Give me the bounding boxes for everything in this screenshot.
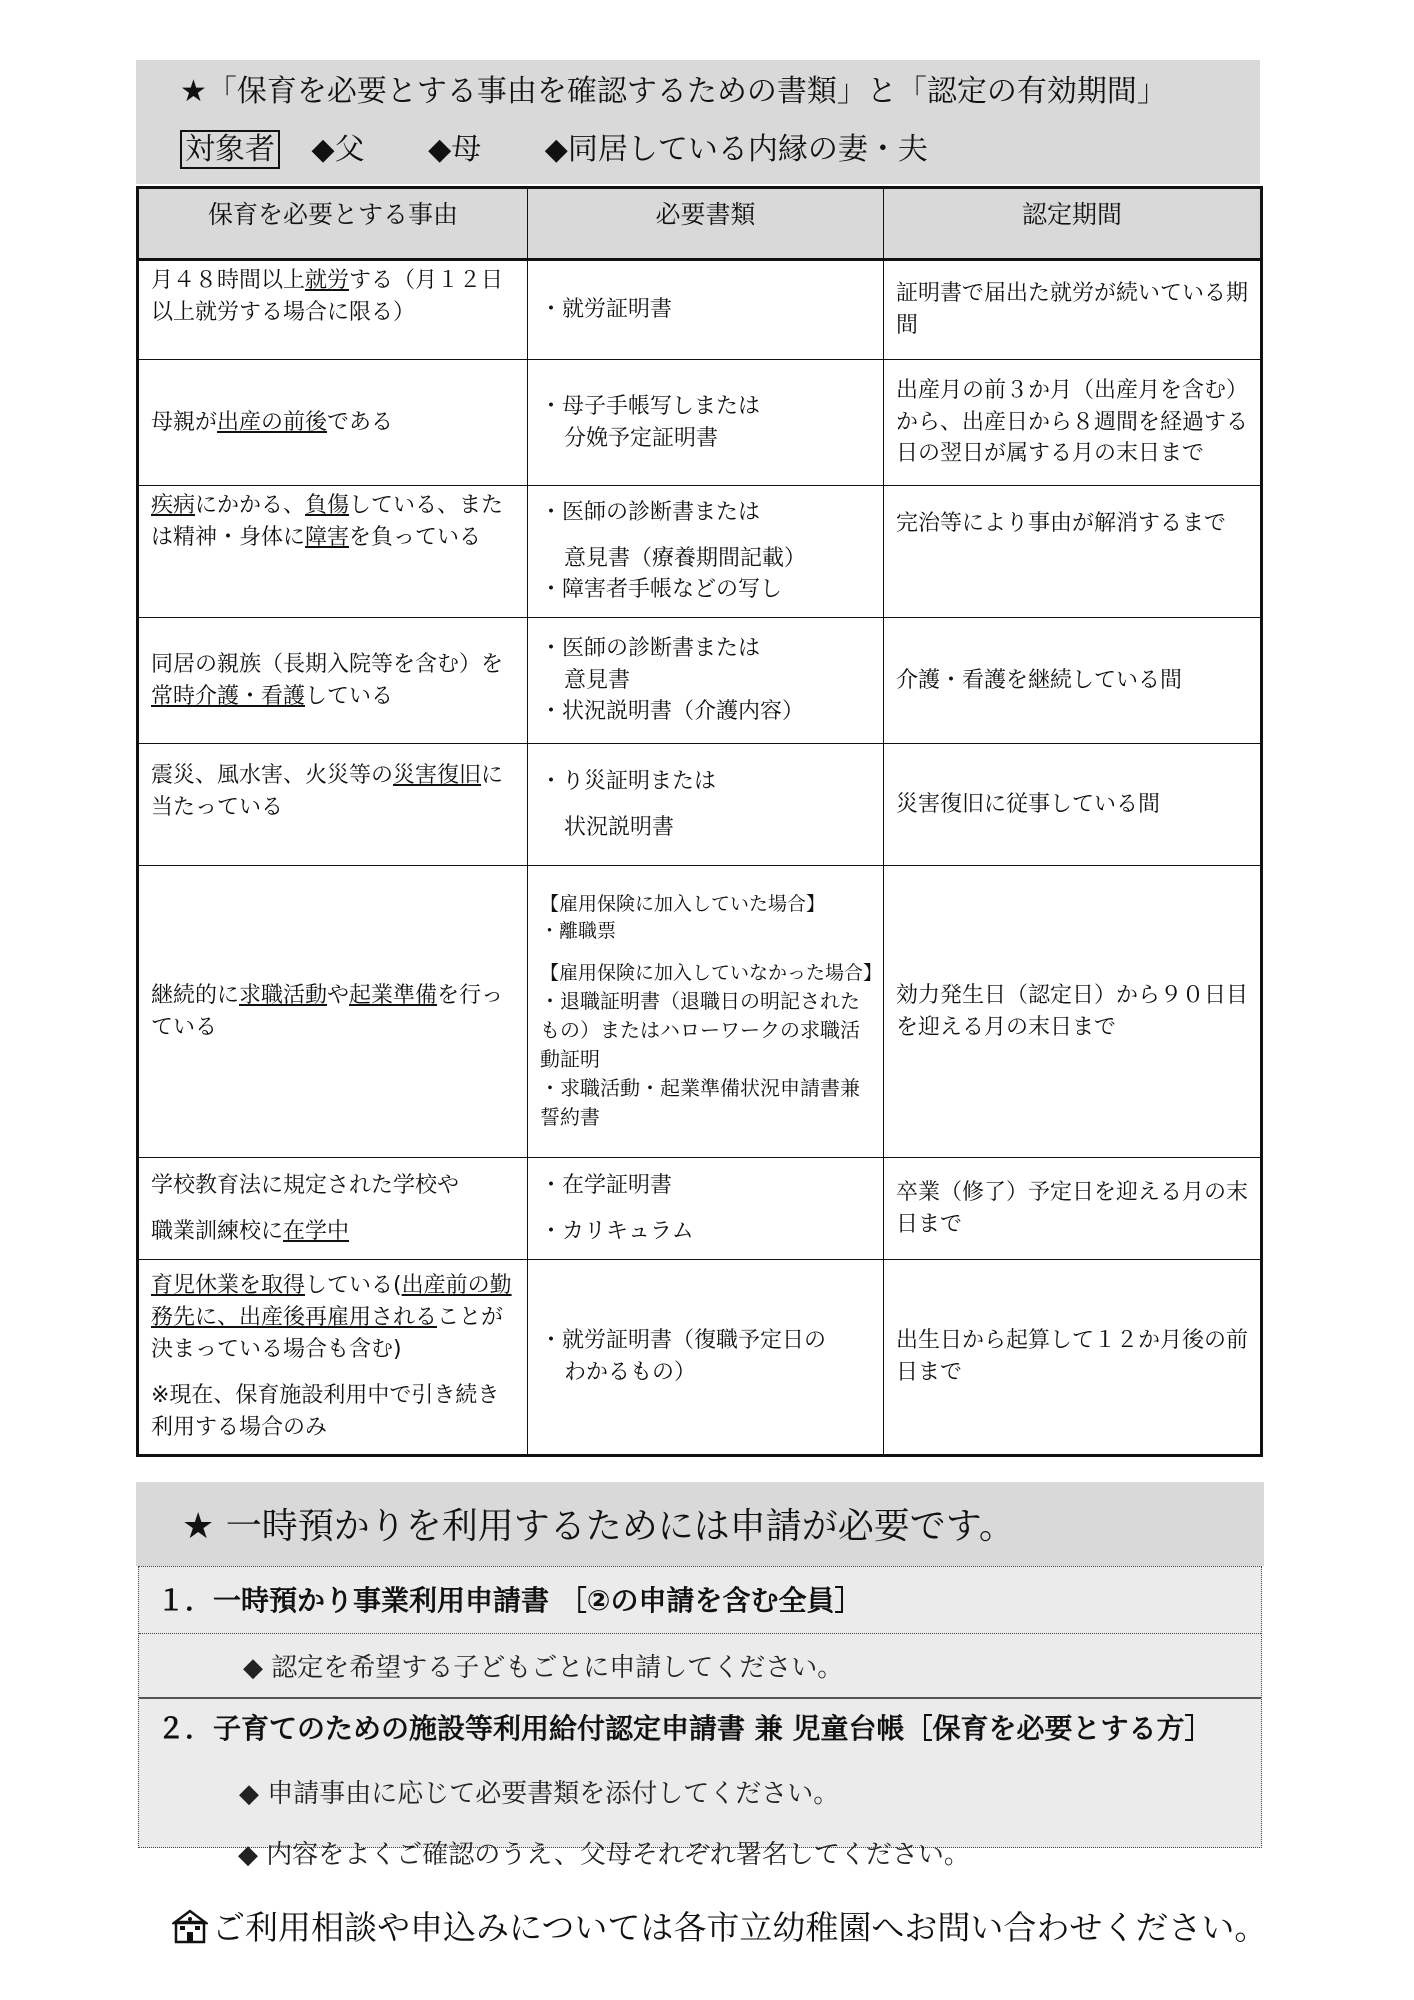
school-icon [172, 1908, 208, 1944]
application-item-1-note: ◆ 認定を希望する子どもごとに申請してください。 [243, 1653, 844, 1683]
document-item: ・離職票 [540, 920, 617, 943]
documents-cell [528, 866, 884, 1158]
reason-text: している( [305, 1273, 402, 1299]
period-cell: 出産月の前３か月（出産月を含む）から、出産日から８週間を経過する日の翌日が属する月の末日まで [884, 360, 1262, 486]
document-item: ・カリキュラム [540, 1218, 694, 1244]
table-header-row [138, 188, 1262, 260]
document-item: ・り災証明または [540, 768, 717, 794]
section2-band [136, 1482, 1264, 1566]
period-cell: 介護・看護を継続している間 [884, 618, 1262, 744]
header-band [136, 60, 1260, 184]
documents-cell [528, 486, 884, 618]
reason-text: 月４８時間以上 [151, 268, 306, 293]
documents-cell [528, 618, 884, 744]
reason-cell [138, 1158, 528, 1260]
target-father: ◆父 [311, 132, 365, 167]
reason-text: を負っている [349, 524, 482, 550]
reason-text: 震災、風水害、火災等の [151, 763, 394, 788]
period-cell: 完治等により事由が解消するまで [884, 486, 1262, 618]
reason-note: ※現在、保育施設利用中で引き続き利用する場合のみ [151, 1382, 500, 1440]
reason-keyword: 就労 [305, 268, 350, 293]
reason-cell [138, 866, 528, 1158]
reason-keyword: 常時介護・看護 [151, 683, 306, 709]
documents-cell [528, 360, 884, 486]
reason-cell [138, 486, 528, 618]
reason-text: や [327, 982, 350, 1008]
documents-cell [528, 260, 884, 360]
reason-text: 母親が [151, 409, 218, 435]
document-item: 分娩予定証明書 [564, 425, 719, 451]
column-header-documents: 必要書類 [528, 188, 884, 260]
period-cell: 災害復旧に従事している間 [884, 744, 1262, 866]
reason-keyword: 障害 [305, 524, 350, 550]
page-title: ★「保育を必要とする事由を確認するための書類」と「認定の有効期間」 [180, 74, 1167, 109]
application-box [138, 1566, 1262, 1848]
reason-keyword: 出産の前後 [217, 409, 328, 435]
reason-text: 学校教育法に規定された学校や [151, 1172, 460, 1198]
document-item: ・在学証明書 [540, 1172, 673, 1198]
target-label: 対象者 [180, 130, 280, 169]
document-heading: 【雇用保険に加入していなかった場合】 [540, 961, 883, 984]
period-cell: 卒業（修了）予定日を迎える月の末日まで [884, 1158, 1262, 1260]
period-cell: 証明書で届出た就労が続いている期間 [884, 260, 1262, 360]
reason-cell [138, 744, 528, 866]
table-row [138, 866, 1262, 1158]
document-item: ・就労証明書 [540, 297, 673, 323]
document-item: ・状況説明書（介護内容） [540, 699, 805, 725]
table-row [138, 618, 1262, 744]
period-cell: 出生日から起算して１２か月後の前日まで [884, 1260, 1262, 1456]
reason-keyword: 出産前の勤務先に、出産後再雇用される [151, 1273, 512, 1331]
section2-title: ★ 一時預かりを利用するためには申請が必要です。 [182, 1506, 1015, 1547]
document-item: 意見書 [564, 667, 631, 693]
reason-text: している [305, 683, 394, 709]
divider [139, 1633, 1261, 1634]
footer-text: ご利用相談や申込みについては各市立幼稚園へお問い合わせください。 [212, 1908, 1268, 1947]
target-persons [180, 124, 982, 168]
reason-cell [138, 360, 528, 486]
reason-keyword: 育児休業を取得 [151, 1273, 306, 1299]
reason-text: 同居の親族（長期入院等を含む）を [151, 651, 504, 677]
reason-text: ことが決まっている場合も含む) [151, 1305, 504, 1363]
footer-contact [172, 1902, 1267, 1949]
application-item-2-note-2: ◆ 内容をよくご確認のうえ、父母それぞれ署名してください。 [238, 1840, 970, 1870]
reason-text: を行っている [151, 982, 504, 1040]
document-item: ・障害者手帳などの写し [540, 577, 783, 603]
document-item: 状況説明書 [564, 814, 675, 840]
table-row [138, 486, 1262, 618]
reason-text: にかかる、 [195, 493, 306, 518]
document-item: ・医師の診断書または [540, 499, 761, 525]
documents-cell [528, 1260, 884, 1456]
reason-keyword: 在学中 [283, 1218, 350, 1244]
reason-text: している、または精神・身体に [151, 493, 504, 550]
column-header-period: 認定期間 [884, 188, 1262, 260]
column-header-reason: 保育を必要とする事由 [138, 188, 528, 260]
reason-text: 職業訓練校に [151, 1218, 284, 1244]
table-row [138, 1260, 1262, 1456]
reason-keyword: 求職活動 [239, 982, 328, 1008]
reason-keyword: 疾病 [151, 493, 196, 518]
reason-text: 継続的に [151, 982, 240, 1008]
document-item: ・医師の診断書または [540, 635, 761, 661]
table-row [138, 260, 1262, 360]
table-row [138, 744, 1262, 866]
reason-text: に当たっている [151, 763, 504, 820]
target-mother: ◆母 [428, 132, 482, 167]
requirements-table [136, 186, 1263, 1457]
reason-keyword: 起業準備 [349, 982, 438, 1008]
document-item: ・就労証明書（復職予定日の [540, 1328, 827, 1354]
reason-cell [138, 618, 528, 744]
application-item-2-title: ２．子育てのための施設等利用給付認定申請書 兼 児童台帳［保育を必要とする方］ [157, 1712, 1213, 1745]
application-item-1-title: １．一時預かり事業利用申請書 ［②の申請を含む全員］ [157, 1584, 863, 1617]
documents-cell [528, 744, 884, 866]
period-cell: 効力発生日（認定日）から９０日目を迎える月の末日まで [884, 866, 1262, 1158]
divider [139, 1697, 1261, 1699]
reason-keyword: 災害復旧 [393, 763, 482, 788]
table-row [138, 1158, 1262, 1260]
documents-cell [528, 1158, 884, 1260]
reason-text: する（月１２日以上就労する場合に限る） [151, 268, 504, 325]
target-partner: ◆同居している内縁の妻・夫 [544, 132, 928, 167]
document-item: わかるもの） [564, 1360, 697, 1385]
document-item: 意見書（療養期間記載） [564, 545, 807, 571]
reason-keyword: 負傷 [305, 493, 350, 518]
reason-text: である [327, 409, 394, 435]
document-item: ・母子手帳写しまたは [540, 393, 761, 419]
document-item: ・退職証明書（退職日の明記されたもの）またはハローワークの求職活動証明 [540, 989, 860, 1072]
reason-cell [138, 260, 528, 360]
document-item: ・求職活動・起業準備状況申請書兼誓約書 [540, 1076, 860, 1130]
table-row [138, 360, 1262, 486]
reason-cell [138, 1260, 528, 1456]
application-item-2-note-1: ◆ 申請事由に応じて必要書類を添付してください。 [239, 1779, 840, 1809]
document-heading: 【雇用保険に加入していた場合】 [540, 892, 826, 915]
